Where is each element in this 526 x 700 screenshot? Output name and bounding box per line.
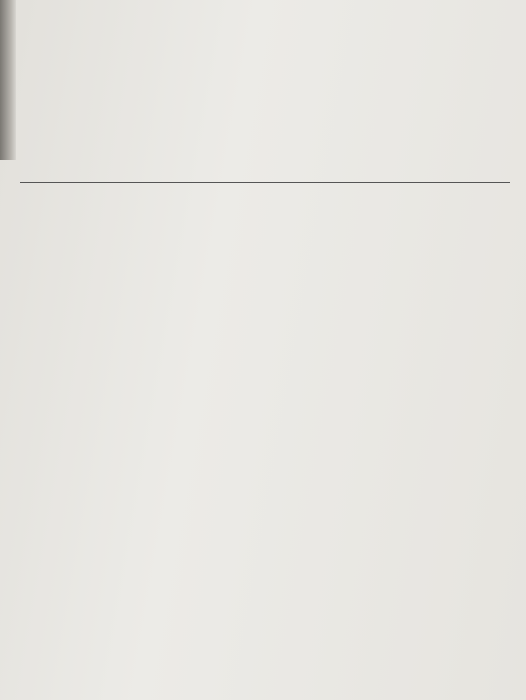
section-divider [20, 182, 510, 183]
previous-page-edge [0, 0, 16, 160]
